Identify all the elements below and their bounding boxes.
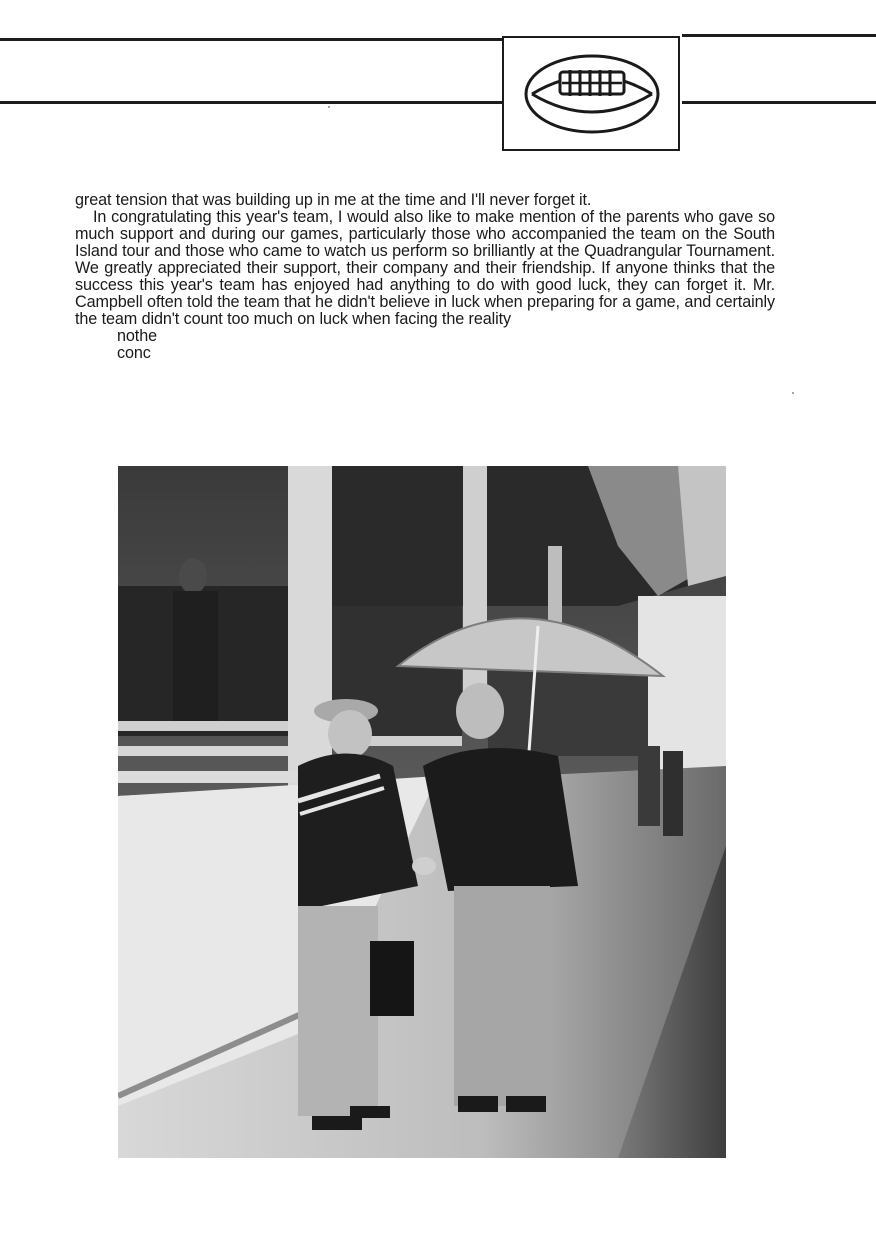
header-rule-bottom-left: [0, 101, 502, 104]
header-logo-box: [502, 36, 680, 151]
header-rule-top-left: [0, 38, 502, 41]
photo-handshake: [118, 466, 726, 1158]
print-speck: [328, 106, 330, 108]
article-paragraph-2: In congratulating this year's team, I would also like to make mention of the parents who gave so much support and during our games, particularly those who accompanied the team on the South Island tour and those who came to watch us perform so brilliantly at the Quadrangular Tournament. We greatly appreciated their support, their company and their friendship. If anyone thinks that the success this year's team has enjoyed had anything to do with good luck, they can forget it. Mr. Campbell often told the team that he didn't believe in luck when preparing for a game, and certainly the team didn't count too much on luck when facing the reality: [75, 208, 775, 328]
rugby-ball-icon: [522, 52, 662, 136]
article-fragment-2: conc: [117, 344, 151, 362]
article-fragment-1: nothe: [117, 327, 158, 345]
print-speck: [792, 392, 794, 394]
header-rule-top-right: [682, 34, 876, 37]
article-line-1: great tension that was building up in me at the time and I'll never forget it.: [75, 191, 592, 209]
header-rule-bottom-right: [682, 101, 876, 104]
article-body: [75, 192, 775, 362]
photo-image: [118, 466, 726, 1158]
